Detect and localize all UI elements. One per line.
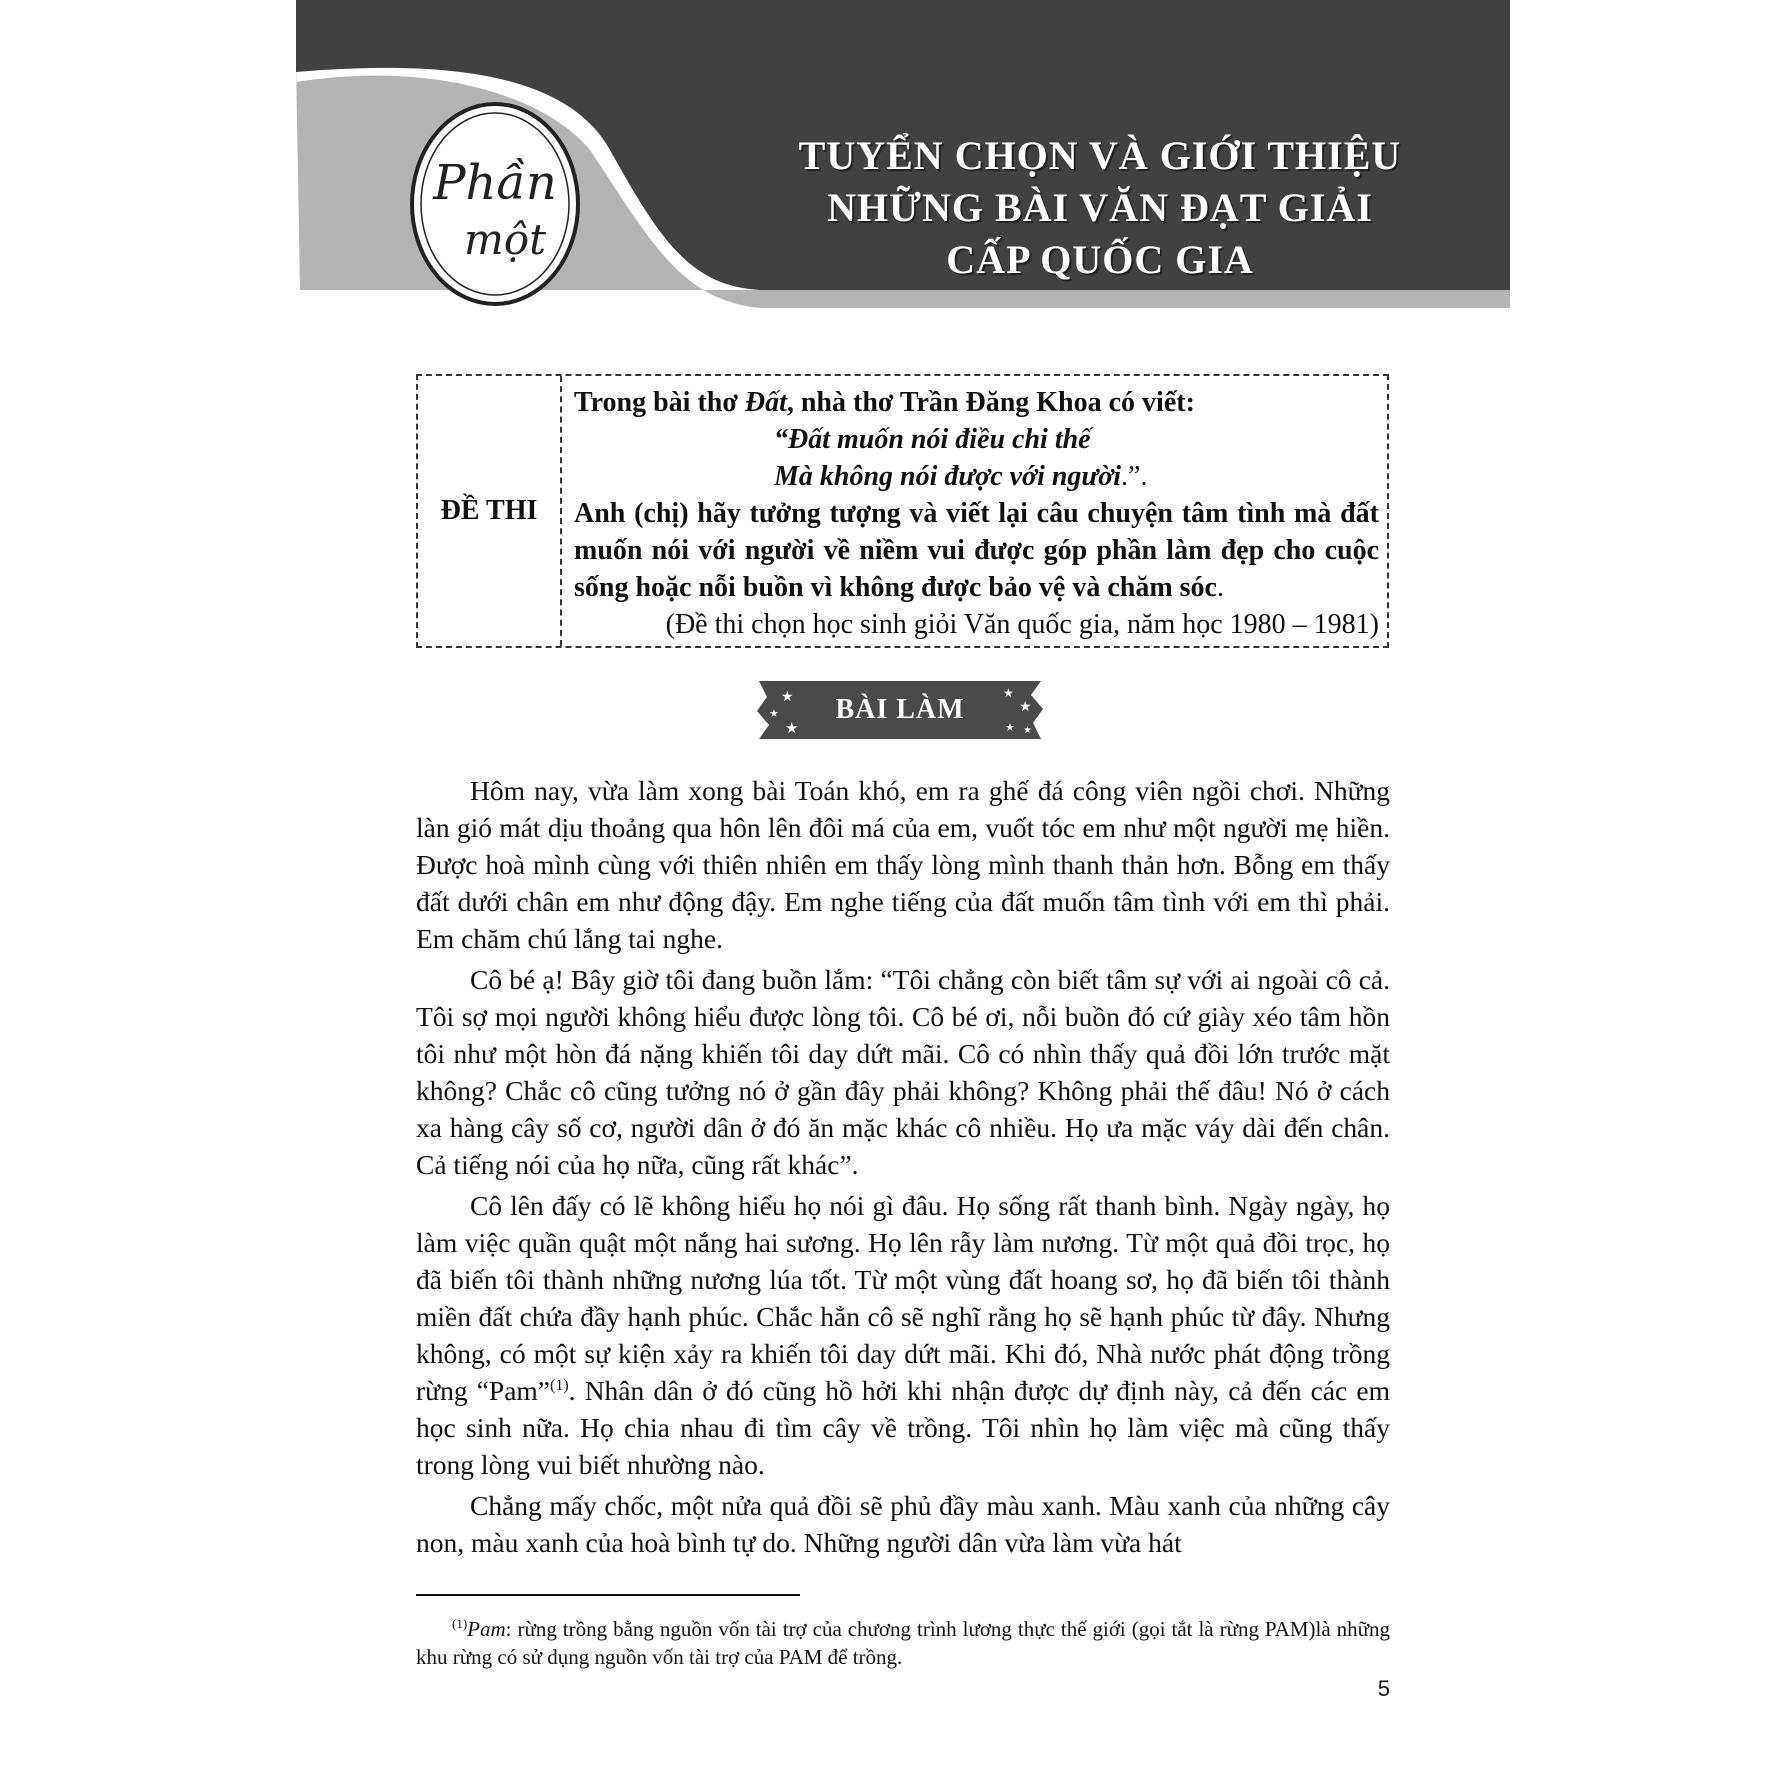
part-label-line2: một (464, 215, 546, 264)
essay-body (416, 772, 1390, 1565)
chapter-title-line3: CẤP QUỐC GIA (946, 237, 1254, 282)
exam-task (574, 495, 1379, 606)
page-number: 5 (1377, 1676, 1390, 1701)
part-label (410, 115, 580, 315)
star-icon: ★ (1023, 725, 1032, 736)
exam-intro-prefix: Trong bài thơ (574, 387, 745, 418)
exam-task-text: Anh (chị) hãy tưởng tượng và viết lại câu chuyện tâm tình mà đất muốn nói với người về niềm vui được góp phần làm đẹp cho cuộc sống hoặc nỗi buồn vì không được bảo vệ và chăm sóc (574, 498, 1379, 603)
poem-quote-line1: “Đất muốn nói điều chi thế (774, 424, 1091, 455)
poem-quote-line2-text: Mà không nói được với người (774, 461, 1122, 492)
essay-paragraph-1: Hôm nay, vừa làm xong bài Toán khó, em ra ghế đá công viên ngồi chơi. Những làn gió mát dịu thoảng qua hôn lên đôi má của em, vuốt tóc em như một người mẹ hiền. Được hoà mình cùng với thiên nhiên em thấy lòng mình thanh thản hơn. Bỗng em thấy đất dưới chân em như động đậy. Em nghe tiếng của đất muốn tâm tình với em thì phải. Em chăm chú lắng tai nghe. (416, 775, 1390, 954)
poem-quote-line2-end: .”. (1121, 461, 1148, 492)
footnote-separator (416, 1594, 800, 1596)
exam-content (574, 384, 1379, 643)
star-icon: ★ (785, 721, 799, 737)
exam-task-end: . (1217, 572, 1224, 603)
star-icon: ★ (1005, 722, 1015, 734)
star-icon: ★ (1019, 700, 1032, 715)
section-badge-label: BÀI LÀM (835, 694, 965, 725)
essay-paragraph-2: Cô bé ạ! Bây giờ tôi đang buồn lắm: “Tôi chẳng còn biết tâm sự với ai ngoài cô cả. Tôi sợ mọi người không hiểu được lòng tôi. Cô bé ơi, nỗi buồn đó cứ giày xéo tâm hồn tôi như một hòn đá nặng khiến tôi day dứt mãi. Cô có nhìn thấy quả đồi lớn trước mặt không? Chắc cô cũng tưởng nó ở gần đây phải không? Không phải thế đâu! Nó ở cách xa hàng cây số cơ, người dân ở đó ăn mặc khác cô nhiều. Họ ưa mặc váy dài đến chân. Cả tiếng nói của họ nữa, cũng rất khác”. (416, 964, 1390, 1180)
chapter-title-line1: TUYỂN CHỌN VÀ GIỚI THIỆU (798, 133, 1402, 178)
star-icon: ★ (781, 690, 794, 705)
essay-paragraph-3-end: . Nhân dân ở đó cũng hồ hởi khi nhận được dự định này, cả đến các em học sinh nữa. Họ chia nhau đi tìm cây về trồng. Tôi nhìn họ làm việc mà cũng thấy trong lòng vui biết nhường nào. (416, 1375, 1390, 1480)
chapter-title (720, 130, 1480, 286)
exam-source: (Đề thi chọn học sinh giỏi Văn quốc gia, năm học 1980 – 1981) (665, 609, 1379, 640)
footnote (416, 1610, 1390, 1671)
essay-paragraph-3 (416, 1187, 1390, 1483)
footnote-marker: (1) (452, 1616, 468, 1631)
exam-prompt-box (416, 374, 1389, 648)
part-label-line1: Phần (433, 155, 557, 211)
exam-poem-title: Đất (744, 387, 787, 418)
exam-intro (574, 384, 1379, 421)
exam-label: ĐỀ THI (440, 495, 538, 526)
footnote-term: Pam (467, 1617, 506, 1641)
star-icon: ★ (769, 708, 779, 720)
essay-paragraph-4: Chẳng mấy chốc, một nửa quả đồi sẽ phủ đầy màu xanh. Màu xanh của những cây non, màu xanh của hoà bình tự do. Những người dân vừa làm vừa hát (416, 1490, 1390, 1558)
footnote-reference: (1) (550, 1376, 569, 1394)
exam-intro-suffix: , nhà thơ Trần Đăng Khoa có viết: (786, 387, 1195, 418)
poem-quote-line2 (574, 458, 1379, 495)
star-icon: ★ (1003, 686, 1014, 700)
chapter-title-line2: NHỮNG BÀI VĂN ĐẠT GIẢI (827, 185, 1373, 230)
footnote-text: : rừng trồng bằng nguồn vốn tài trợ của chương trình lương thực thế giới (gọi tắt là rừng PAM)là những khu rừng có sử dụng nguồn vốn tài trợ của PAM để trồng. (416, 1617, 1390, 1669)
essay-paragraph-3-start: Cô lên đấy có lẽ không hiểu họ nói gì đâu. Họ sống rất thanh bình. Ngày ngày, họ làm việc quần quật một nắng hai sương. Họ lên rẫy làm nương. Từ một quả đồi trọc, họ đã biến tôi thành những nương lúa tốt. Từ một vùng đất hoang sơ, họ đã biến tôi thành miền đất chứa đầy hạnh phúc. Chắc hẳn cô sẽ nghĩ rằng họ sẽ hạnh phúc từ đây. Nhưng không, có một sự kiện xảy ra khiến tôi day dứt mãi. Khi đó, Nhà nước phát động trồng rừng “Pam” (416, 1190, 1390, 1406)
exam-box-divider (560, 376, 562, 646)
